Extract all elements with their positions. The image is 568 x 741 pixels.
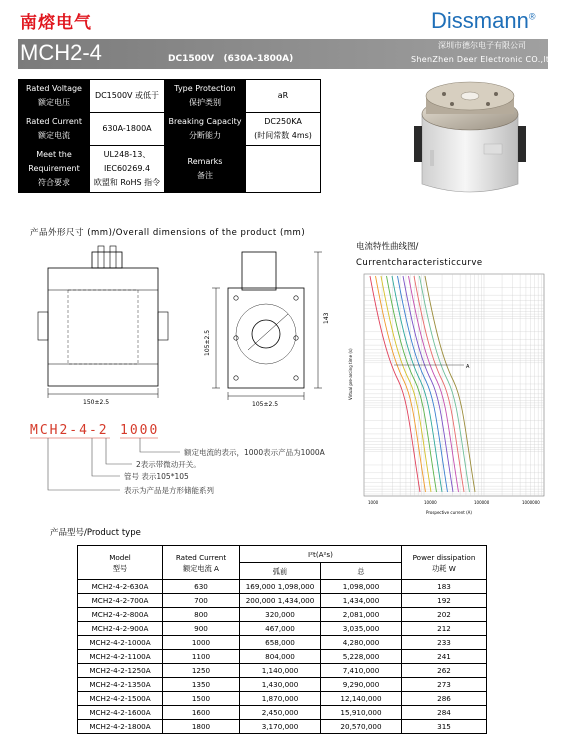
- cell-model: MCH2-4-2-1000A: [78, 636, 163, 650]
- header-i2t: I²t(A²s): [240, 546, 402, 563]
- cell-rated-current: 900: [163, 622, 240, 636]
- cell-i2t-prearc: 169,000 1,098,000: [240, 580, 321, 594]
- front-view-drawing: [28, 238, 200, 410]
- cell-rated-current: 1250: [163, 664, 240, 678]
- curve-marker-a: A: [466, 364, 470, 370]
- cell-model: MCH2-4-2-630A: [78, 580, 163, 594]
- rated-current-label-en: Rated Current: [25, 117, 82, 126]
- spec-table: [18, 79, 321, 193]
- requirement-standard-3: 欧盟和 RoHS 指令: [93, 178, 161, 187]
- table-row: [78, 664, 487, 678]
- table-row: [78, 636, 487, 650]
- cell-i2t-total: 20,570,000: [321, 720, 402, 734]
- breaking-capacity-time-constant: (时间常数 4ms): [254, 131, 312, 140]
- requirement-label: [19, 146, 90, 193]
- requirement-standard-2: IEC60269.4: [103, 164, 151, 173]
- requirement-value: [90, 146, 165, 193]
- breaking-capacity-value: [246, 113, 321, 146]
- curve-title-cn: 电流特性曲线图/: [356, 242, 419, 252]
- rated-current-label-cn: 额定电流: [38, 131, 70, 140]
- header-rated-current-en: Rated Current: [175, 552, 227, 562]
- header-model-cn: 型号: [112, 563, 128, 573]
- cell-power: 212: [402, 622, 487, 636]
- header-power-en: Power dissipation: [412, 552, 476, 562]
- cell-i2t-total: 1,098,000: [321, 580, 402, 594]
- cell-model: MCH2-4-2-1100A: [78, 650, 163, 664]
- header-power: [402, 546, 487, 580]
- cell-i2t-prearc: 658,000: [240, 636, 321, 650]
- header-i2t-total: 总: [321, 563, 402, 580]
- cell-i2t-prearc: 200,000 1,434,000: [240, 594, 321, 608]
- cell-i2t-prearc: 1,870,000: [240, 692, 321, 706]
- cell-i2t-total: 2,081,000: [321, 608, 402, 622]
- cell-power: 183: [402, 580, 487, 594]
- cell-rated-current: 1600: [163, 706, 240, 720]
- cell-power: 233: [402, 636, 487, 650]
- cell-model: MCH2-4-2-800A: [78, 608, 163, 622]
- cell-i2t-total: 1,434,000: [321, 594, 402, 608]
- cell-model: MCH2-4-2-900A: [78, 622, 163, 636]
- curve-x-tick-1: 1000: [368, 500, 379, 505]
- rated-voltage-label-cn: 额定电压: [38, 98, 70, 107]
- cell-i2t-prearc: 2,450,000: [240, 706, 321, 720]
- cell-power: 286: [402, 692, 487, 706]
- product-photo: [400, 74, 540, 202]
- registered-mark: ®: [528, 11, 536, 22]
- overall-height-dimension: 143: [323, 312, 330, 324]
- company-english-name: ShenZhen Deer Electronic CO.,ltd: [411, 55, 555, 64]
- table-row: [78, 608, 487, 622]
- type-protection-label: [165, 80, 246, 113]
- cell-power: 273: [402, 678, 487, 692]
- type-protection-label-cn: 保护类别: [189, 98, 221, 107]
- model-title: MCH2-4: [20, 40, 102, 65]
- header-model-en: Model: [109, 552, 131, 562]
- curve-x-tick-2: 10000: [424, 500, 437, 505]
- requirement-label-line2: Requirement: [28, 164, 80, 173]
- cell-rated-current: 1800: [163, 720, 240, 734]
- curve-x-tick-4: 1000000: [522, 500, 540, 505]
- brand-logo: [431, 8, 535, 34]
- type-protection-label-en: Type Protection: [174, 84, 236, 93]
- cell-i2t-prearc: 3,170,000: [240, 720, 321, 734]
- curve-title-en: Currentcharacteristiccurve: [356, 258, 483, 268]
- table-row: [78, 720, 487, 734]
- table-row: [78, 580, 487, 594]
- code-explain-current: 额定电流的表示，1000表示产品为1000A: [184, 448, 325, 457]
- cell-model: MCH2-4-2-1600A: [78, 706, 163, 720]
- brand-chinese-name: 南熔电气: [20, 13, 92, 33]
- breaking-capacity-value-main: DC250KA: [264, 117, 302, 126]
- breaking-capacity-label: [165, 113, 246, 146]
- side-height-dimension-left: 105±2.5: [204, 329, 211, 356]
- cell-rated-current: 700: [163, 594, 240, 608]
- cell-i2t-total: 4,280,000: [321, 636, 402, 650]
- requirement-label-line1: Meet the: [36, 150, 72, 159]
- current-range: (630A-1800A): [223, 54, 294, 64]
- header-rated-current-cn: 额定电流 A: [183, 563, 219, 573]
- cell-i2t-prearc: 467,000: [240, 622, 321, 636]
- brand-logo-text: Dissmann: [431, 8, 529, 33]
- table-row: [78, 678, 487, 692]
- cell-rated-current: 1500: [163, 692, 240, 706]
- cell-model: MCH2-4-2-1800A: [78, 720, 163, 734]
- company-chinese-name: 深圳市德尔电子有限公司: [438, 41, 526, 50]
- characteristic-curve-chart: [346, 270, 548, 520]
- header-power-cn: 功耗 W: [432, 563, 456, 573]
- header-i2t-prearc: 弧前: [240, 563, 321, 580]
- header-rated-current: [163, 546, 240, 580]
- cell-rated-current: 1000: [163, 636, 240, 650]
- cell-power: 284: [402, 706, 487, 720]
- table-row: [78, 622, 487, 636]
- rated-voltage-value: DC1500V 或低于: [90, 80, 165, 113]
- code-explain-size: 管号 表示105*105: [124, 472, 189, 481]
- type-protection-value: aR: [246, 80, 321, 113]
- cell-rated-current: 630: [163, 580, 240, 594]
- requirement-standard-1: UL248-13、: [103, 150, 151, 159]
- remarks-value: [246, 146, 321, 193]
- cell-model: MCH2-4-2-1350A: [78, 678, 163, 692]
- front-width-dimension: 150±2.5: [83, 399, 110, 406]
- cell-power: 202: [402, 608, 487, 622]
- cell-model: MCH2-4-2-700A: [78, 594, 163, 608]
- cell-rated-current: 1350: [163, 678, 240, 692]
- cell-rated-current: 1100: [163, 650, 240, 664]
- cell-power: 262: [402, 664, 487, 678]
- cell-i2t-prearc: 804,000: [240, 650, 321, 664]
- header-model: [78, 546, 163, 580]
- rated-current-label: [19, 113, 90, 146]
- part-code-explanation: [30, 420, 330, 510]
- remarks-label: [165, 146, 246, 193]
- curve-y-axis-label: Virtual pre-arcing time (s): [348, 348, 353, 400]
- table-row: [78, 594, 487, 608]
- cell-i2t-total: 9,290,000: [321, 678, 402, 692]
- cell-i2t-total: 7,410,000: [321, 664, 402, 678]
- table-row: [78, 650, 487, 664]
- cell-i2t-total: 3,035,000: [321, 622, 402, 636]
- cell-model: MCH2-4-2-1250A: [78, 664, 163, 678]
- requirement-label-cn: 符合要求: [38, 178, 70, 187]
- product-type-title: 产品型号/Product type: [50, 528, 141, 538]
- cell-i2t-prearc: 1,140,000: [240, 664, 321, 678]
- cell-power: 192: [402, 594, 487, 608]
- cell-i2t-total: 5,228,000: [321, 650, 402, 664]
- curve-x-tick-3: 100000: [474, 500, 490, 505]
- rated-current-value: 630A-1800A: [90, 113, 165, 146]
- side-view-drawing: [206, 238, 338, 410]
- curve-x-axis-label: Prospective current (A): [426, 510, 472, 515]
- breaking-capacity-label-cn: 分断能力: [189, 131, 221, 140]
- cell-rated-current: 800: [163, 608, 240, 622]
- cell-i2t-total: 12,140,000: [321, 692, 402, 706]
- part-code-prefix: MCH2-4-2: [30, 423, 109, 438]
- product-type-table: [77, 545, 487, 734]
- cell-model: MCH2-4-2-1500A: [78, 692, 163, 706]
- rated-voltage-label-en: Rated Voltage: [26, 84, 82, 93]
- remarks-label-cn: 备注: [197, 171, 213, 180]
- cell-power: 315: [402, 720, 487, 734]
- cell-power: 241: [402, 650, 487, 664]
- cell-i2t-total: 15,910,000: [321, 706, 402, 720]
- breaking-capacity-label-en: Breaking Capacity: [168, 117, 242, 126]
- part-code-suffix: 1000: [120, 423, 160, 438]
- voltage-rating: DC1500V: [168, 54, 215, 64]
- cell-i2t-prearc: 1,430,000: [240, 678, 321, 692]
- code-explain-switch: 2表示带微动开关。: [136, 460, 201, 469]
- side-width-dimension: 105±2.5: [252, 401, 279, 408]
- table-row: [78, 706, 487, 720]
- table-row: [78, 692, 487, 706]
- remarks-label-en: Remarks: [187, 157, 223, 166]
- voltage-current-subtitle: [168, 54, 293, 64]
- rated-voltage-label: [19, 80, 90, 113]
- dimensions-title: 产品外形尺寸 (mm)/Overall dimensions of the product (mm): [30, 228, 306, 238]
- code-explain-series: 表示为产品是方形储能系列: [124, 486, 214, 495]
- product-table-body: [78, 580, 487, 734]
- cell-i2t-prearc: 320,000: [240, 608, 321, 622]
